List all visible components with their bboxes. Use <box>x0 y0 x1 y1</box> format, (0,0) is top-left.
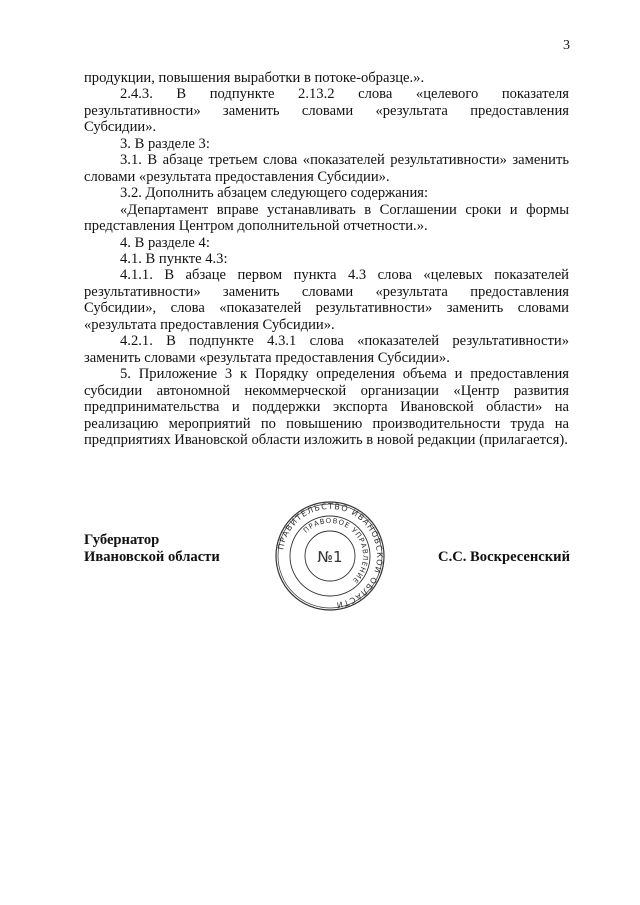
signatory-title <box>84 532 220 566</box>
paragraph: 4.1. В пункте 4.3: <box>120 250 228 267</box>
signatory-title-line: Ивановской области <box>84 549 220 565</box>
seal-number: №1 <box>317 548 343 566</box>
paragraph: продукции, повышения выработки в потоке-образце.». <box>84 70 425 86</box>
page-number: 3 <box>563 38 570 53</box>
seal-outer-text: ПРАВИТЕЛЬСТВО ИВАНОВСКОЙ ОБЛАСТИ <box>276 501 385 610</box>
paragraph: 3.1. В абзаце третьем слова «показателей результативности» заменить словами «результата предоставления Субсидии». <box>84 152 569 185</box>
paragraph: 4. В разделе 4: <box>120 234 210 251</box>
seal-icon <box>274 500 386 612</box>
document-body <box>84 70 569 448</box>
seal-inner-text: ПРАВОВОЕ УПРАВЛЕНИЕ <box>301 516 370 586</box>
paragraph: 4.1.1. В абзаце первом пункта 4.3 слова «целевых показателей результативности» заменить словами «результата предоставления Субсидии», слова «показателей результативности» заменить словами «результата предоставления Субсидии». <box>84 267 569 333</box>
signatory-name: С.С. Воскресенский <box>438 549 570 565</box>
paragraph: 5. Приложение 3 к Порядку определения объема и предоставления субсидии автономной некоммерческой организации «Центр развития предпринимательства и поддержки экспорта Ивановской области» на реализацию мероприятий по повышению производительности труда на предприятиях Ивановской области изложить в новой редакции (прилагается). <box>84 366 569 448</box>
paragraph: 2.4.3. В подпункте 2.13.2 слова «целевого показателя результативности» заменить словами «результата предоставления Субсидии». <box>84 86 569 136</box>
paragraph: 3.2. Дополнить абзацем следующего содержания: <box>120 185 429 202</box>
signatory-title-line: Губернатор <box>84 532 160 548</box>
paragraph: 3. В разделе 3: <box>120 135 210 152</box>
paragraph: 4.2.1. В подпункте 4.3.1 слова «показателей результативности» заменить словами «результата предоставления Субсидии». <box>84 333 569 366</box>
official-seal <box>274 500 386 612</box>
paragraph: «Департамент вправе устанавливать в Соглашении сроки и формы представления Центром дополнительной отчетности.». <box>84 201 569 235</box>
